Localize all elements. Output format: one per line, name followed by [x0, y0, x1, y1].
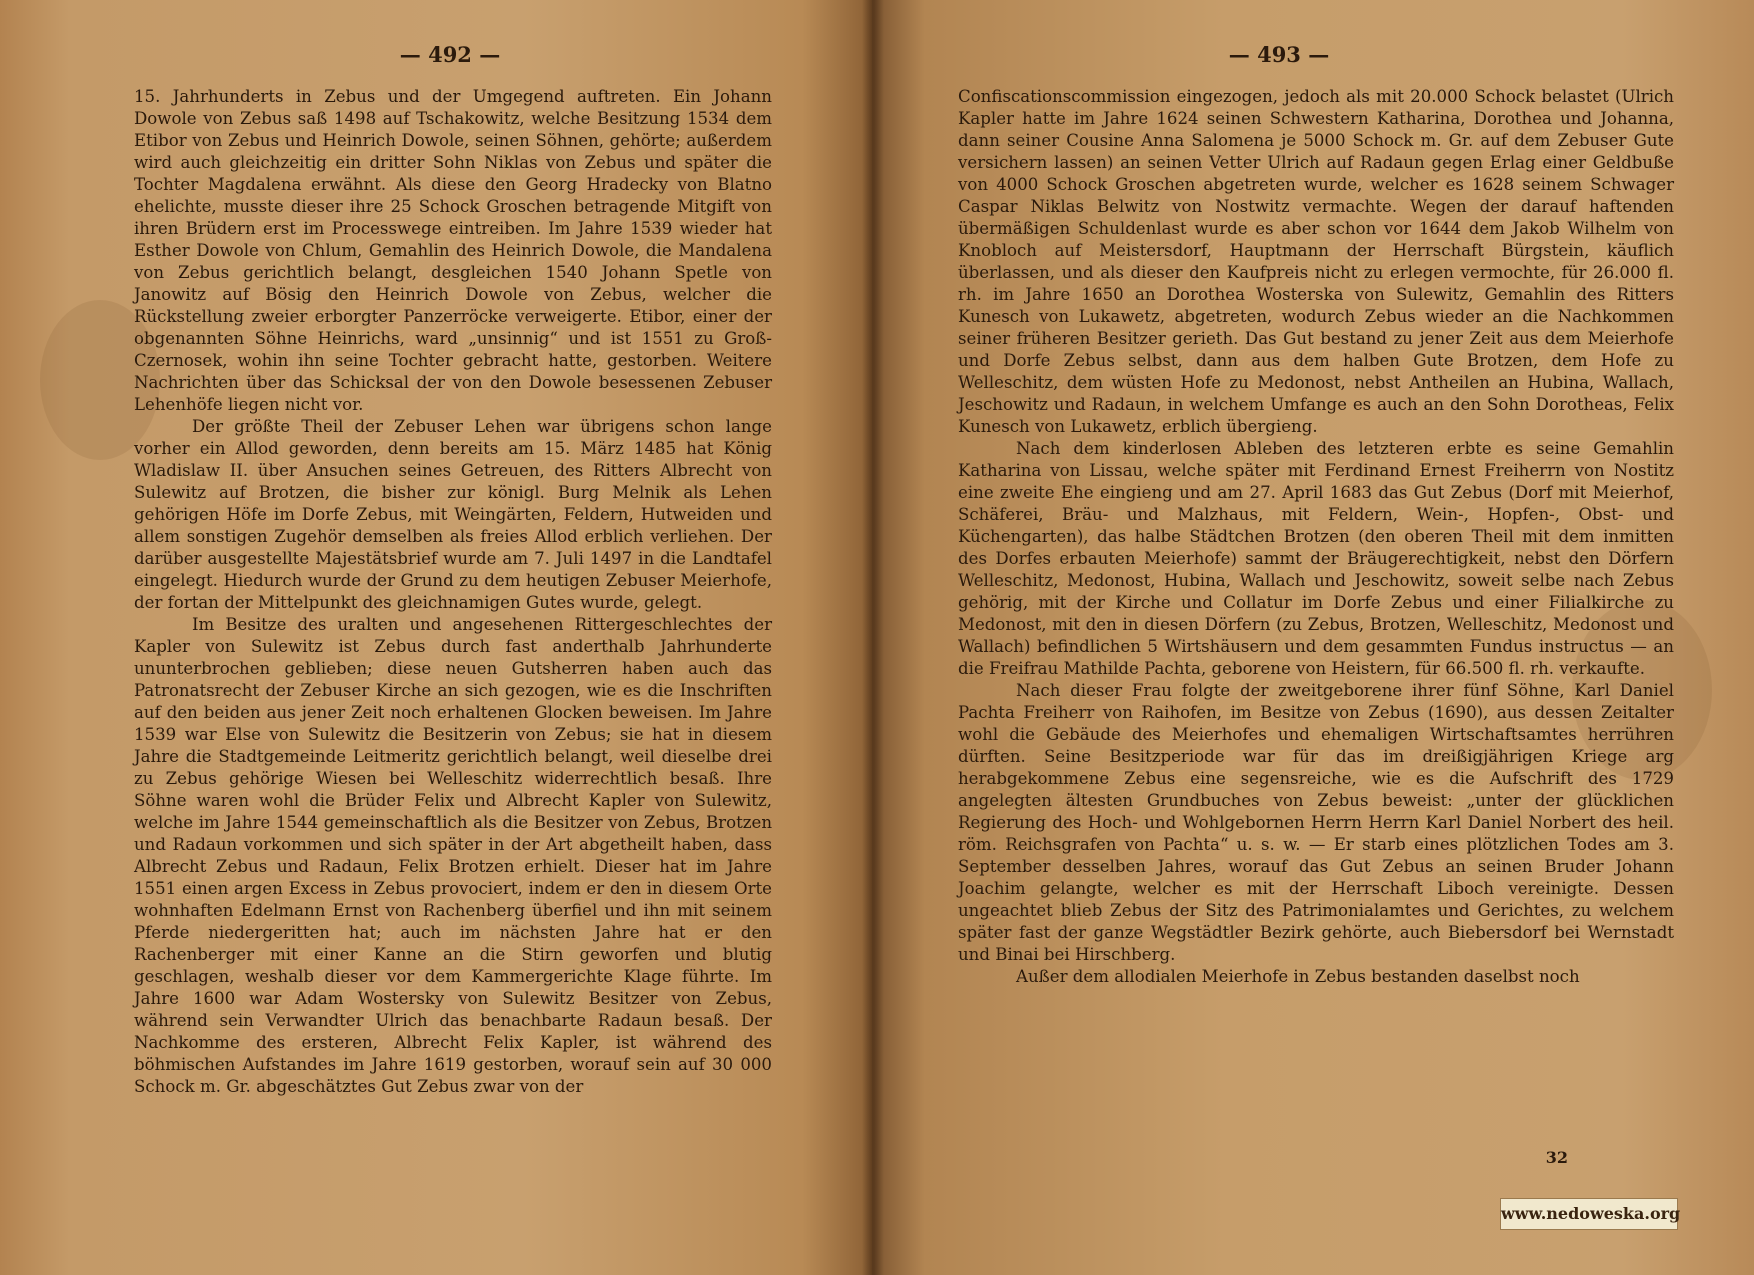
paragraph: Confiscationscommission eingezogen, jedoch als mit 20.000 Schock belastet (Ulrich Kapler hatte im Jahre 1624 seinen Schwestern Katharina, Dorothea und Johanna, dann seiner Cousine Anna Salomena je 5000 Schock m. Gr. auf dem Zebuser Gute versichern lassen) an seinen Vetter Ulrich auf Radaun gegen Erlag einer Geldbuße von 4000 Schock Groschen abgetreten wurde, welcher es 1628 seinem Schwager Caspar Niklas Belwitz von Nostwitz vermachte. Wegen der darauf haftenden übermäßigen Schuldenlast wurde es aber schon vor 1644 dem Jakob Wilhelm von Knobloch auf Meistersdorf, Hauptmann der Herrschaft Bürgstein, käuflich überlassen, und als dieser den Kaufpreis nicht zu erlegen vermochte, für 26.000 fl. rh. im Jahre 1650 an Dorothea Wosterska von Sulewitz, Gemahlin des Ritters Kunesch von Lukawetz, abgetreten, wodurch Zebus wieder an die Nachkommen seiner früheren Besitzer gerieth. Das Gut bestand zu jener Zeit aus dem Meierhofe und Dorfe Zebus selbst, dann aus dem halben Gute Brotzen, dem Hofe zu Welleschitz, dem wüsten Hofe zu Medonost, nebst Antheilen an Hubina, Wallach, Jeschowitz und Radaun, in welchem Umfange es auch an den Sohn Dorotheas, Felix Kunesch von Lukawetz, erblich übergieng.	[958, 87, 1674, 436]
page-number: — 493 —	[1228, 42, 1330, 67]
page-body-text	[958, 86, 1674, 988]
page-body-text	[134, 86, 772, 1098]
paragraph: Der größte Theil der Zebuser Lehen war übrigens schon lange vorher ein Allod geworden, denn bereits am 15. März 1485 hat König Wladislaw II. über Ansuchen seines Getreuen, des Ritters Albrecht von Sulewitz auf Brotzen, die bisher zur königl. Burg Melnik als Lehen gehörigen Höfe im Dorfe Zebus, mit Weingärten, Feldern, Hutweiden und allem sonstigen Zugehör demselben als freies Allod erblich verliehen. Der darüber ausgestellte Majestätsbrief wurde am 7. Juli 1497 in die Landtafel eingelegt. Hiedurch wurde der Grund zu dem heutigen Zebuser Meierhofe, der fortan der Mittelpunkt des gleichnamigen Gutes wurde, gelegt.	[134, 417, 772, 612]
paragraph: Nach dieser Frau folgte der zweitgeborene ihrer fünf Söhne, Karl Daniel Pachta Freiherr von Raihofen, im Besitze von Zebus (1690), aus dessen Zeitalter wohl die Gebäude des Meierhofes und ehemaligen Wirtschaftsamtes herrühren dürften. Seine Besitzperiode war für das im dreißigjährigen Kriege arg herabgekommene Zebus eine segensreiche, wie es die Aufschrift des 1729 angelegten ältesten Grundbuches von Zebus beweist: „unter der glücklichen Regierung des Hoch- und Wohlgebornen Herrn Herrn Karl Daniel Norbert des heil. röm. Reichsgrafen von Pachta“ u. s. w. — Er starb eines plötzlichen Todes am 3. September desselben Jahres, worauf das Gut Zebus an seinen Bruder Johann Joachim gelangte, welcher es mit der Herrschaft Liboch vereinigte. Dessen ungeachtet blieb Zebus der Sitz des Patrimonialamtes und Gerichtes, zu welchem später fast der ganze Wegstädtler Bezirk gehörte, auch Biebersdorf bei Wernstadt und Binai bei Hirschberg.	[958, 681, 1674, 964]
paragraph: Außer dem allodialen Meierhofe in Zebus bestanden daselbst noch	[1016, 967, 1580, 986]
paragraph: Nach dem kinderlosen Ableben des letzteren erbte es seine Gemahlin Katharina von Lissau, welche später mit Ferdinand Ernest Freiherrn von Nostitz eine zweite Ehe eingieng und am 27. April 1683 das Gut Zebus (Dorf mit Meierhof, Schäferei, Bräu- und Malzhaus, mit Feldern, Wein-, Hopfen-, Obst- und Küchengarten), das halbe Städtchen Brotzen (den oberen Theil mit dem inmitten des Dorfes erbauten Meierhofe) sammt der Bräugerechtigkeit, nebst den Dörfern Welleschitz, Medonost, Hubina, Wallach und Jeschowitz, soweit selbe nach Zebus gehörig, mit der Kirche und Collatur im Dorfe Zebus und einer Filialkirche zu Medonost, mit den in diesen Dörfern (zu Zebus, Brotzen, Welleschitz, Medonost und Wallach) befindlichen 5 Wirtshäusern und dem gesammten Fundus instructus — an die Freifrau Mathilde Pachta, geborene von Heistern, für 66.500 fl. rh. verkaufte.	[958, 439, 1674, 678]
paragraph: Im Besitze des uralten und angesehenen Rittergeschlechtes der Kapler von Sulewitz ist Zebus durch fast anderthalb Jahrhunderte ununterbrochen geblieben; diese neuen Gutsherren haben auch das Patronatsrecht der Zebuser Kirche an sich gezogen, wie es die Inschriften auf den beiden aus jener Zeit noch erhaltenen Glocken beweisen. Im Jahre 1539 war Else von Sulewitz die Besitzerin von Zebus; sie hat in diesem Jahre die Stadtgemeinde Leitmeritz gerichtlich belangt, weil dieselbe drei zu Zebus gehörige Wiesen bei Welleschitz widerrechtlich besaß. Ihre Söhne waren wohl die Brüder Felix und Albrecht Kapler von Sulewitz, welche im Jahre 1544 gemeinschaftlich als die Besitzer von Zebus, Brotzen und Radaun vorkommen und sich später in der Art abgetheilt haben, dass Albrecht Zebus und Radaun, Felix Brotzen erhielt. Dieser hat im Jahre 1551 einen argen Excess in Zebus provociert, indem er den in diesem Orte wohnhaften Edelmann Ernst von Rachenberg überfiel und ihn mit seinem Pferde niedergeritten hat; auch im nächsten Jahre hat er den Rachenberger mit einer Kanne an die Stirn geworfen und blutig geschlagen, weshalb dieser vor dem Kammergerichte Klage führte. Im Jahre 1600 war Adam Wostersky von Sulewitz Besitzer von Zebus, während sein Verwandter Ulrich das benachbarte Radaun besaß. Der Nachkomme des ersteren, Albrecht Felix Kapler, ist während des böhmischen Aufstandes im Jahre 1619 gestorben, worauf sein auf 30 000 Schock m. Gr. abgeschätztes Gut Zebus zwar von der	[134, 615, 772, 1096]
signature-mark: 32	[1545, 1148, 1568, 1167]
book-gutter	[862, 0, 884, 1275]
left-page	[0, 0, 872, 1275]
website-watermark: www.nedoweska.org	[1500, 1198, 1678, 1230]
paragraph: 15. Jahrhunderts in Zebus und der Umgegend auftreten. Ein Johann Dowole von Zebus saß 1498 auf Tschakowitz, welche Besitzung 1534 dem Etibor von Zebus und Heinrich Dowole, seinen Söhnen, gehörte; außerdem wird auch gleichzeitig ein dritter Sohn Niklas von Zebus und später die Tochter Magdalena erwähnt. Als diese den Georg Hradecky von Blatno ehelichte, musste dieser ihre 25 Schock Groschen betragende Mitgift von ihren Brüdern erst im Processwege eintreiben. Im Jahre 1539 wieder hat Esther Dowole von Chlum, Gemahlin des Heinrich Dowole, die Mandalena von Zebus gerichtlich belangt, desgleichen 1540 Johann Spetle von Janowitz auf Bösig den Heinrich Dowole von Zebus, welcher die Rückstellung zweier erborgter Panzerröcke verweigerte. Etibor, einer der obgenannten Söhne Heinrichs, ward „unsinnig“ und ist 1551 zu Groß-Czernosek, wohin ihn seine Tochter gebracht hatte, gestorben. Weitere Nachrichten über das Schicksal der von den Dowole besessenen Zebuser Lehenhöfe liegen nicht vor.	[134, 87, 772, 414]
page-number: — 492 —	[399, 42, 501, 67]
right-page	[872, 0, 1754, 1275]
